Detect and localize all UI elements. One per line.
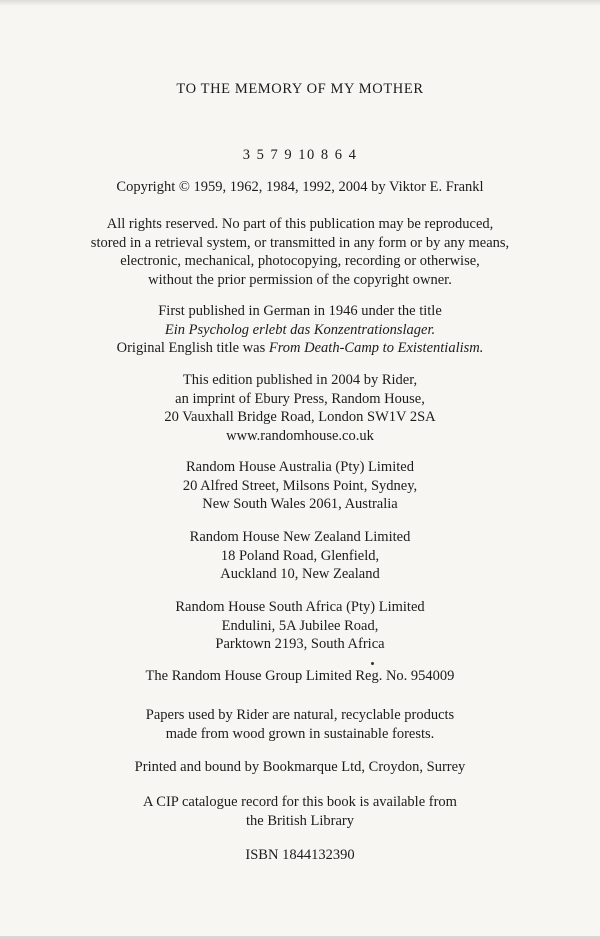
edition-line: 20 Vauxhall Bridge Road, London SW1V 2SA [164,409,436,425]
dedication [0,80,600,99]
rights-line: stored in a retrieval system, or transmitted in any form or by any means, [90,234,510,251]
random-house-south-africa-address [0,598,600,654]
edition-line: This edition published in 2004 by Rider, [182,372,418,388]
paper-notice [0,706,600,743]
registration-text: The Random House Group Limited Reg. No. 954009 [145,668,455,684]
english-title-line [0,339,600,358]
edition-publisher-address [0,371,600,445]
address-line: Auckland 10, New Zealand [220,566,380,582]
scan-speck [371,662,374,665]
copyright-notice [0,178,600,197]
printing-number-line [0,146,600,165]
address-line: Random House Australia (Pty) Limited [186,459,414,475]
dedication-text: TO THE MEMORY OF MY MOTHER [176,81,424,97]
address-line: Random House New Zealand Limited [189,529,411,545]
publisher-website: www.randomhouse.co.uk [226,427,374,444]
printer-notice [0,758,600,777]
edition-line: an imprint of Ebury Press, Random House, [175,390,425,407]
isbn [0,846,600,865]
english-title: From Death-Camp to Existentialism. [268,340,484,356]
cip-line: A CIP catalogue record for this book is available from [143,794,457,810]
paper-line: made from wood grown in sustainable forests. [165,725,435,742]
cip-line: the British Library [246,812,354,829]
rights-line: without the prior permission of the copyright owner. [148,271,452,288]
address-line: Parktown 2193, South Africa [215,636,385,652]
isbn-text: ISBN 1844132390 [245,847,355,863]
address-line: 20 Alfred Street, Milsons Point, Sydney, [182,477,418,494]
paper-line: Papers used by Rider are natural, recyclable products [145,707,455,723]
copyright-text: Copyright © 1959, 1962, 1984, 1992, 2004 by Viktor E. Frankl [116,179,484,195]
rights-line: electronic, mechanical, photocopying, recording or otherwise, [120,253,480,269]
random-house-australia-address [0,458,600,514]
rights-line: All rights reserved. No part of this publication may be reproduced, [106,216,494,232]
printer-text: Printed and bound by Bookmarque Ltd, Croydon, Surrey [134,759,466,775]
random-house-new-zealand-address [0,528,600,584]
address-line: 18 Poland Road, Glenfield, [220,547,380,564]
group-registration [0,667,600,686]
cip-record-notice [0,793,600,830]
first-published-line: First published in German in 1946 under the title [158,303,442,319]
first-published-paragraph [0,302,600,358]
printing-numbers: 3 5 7 9 10 8 6 4 [242,147,358,163]
address-line: Endulini, 5A Jubilee Road, [221,617,379,634]
address-line: Random House South Africa (Pty) Limited [175,599,425,615]
scan-edge-top [0,0,600,6]
german-title: Ein Psycholog erlebt das Konzentrationslager. [164,321,436,338]
rights-reserved-paragraph [0,215,600,289]
english-title-prefix: Original English title was [116,340,269,356]
address-line: New South Wales 2061, Australia [202,496,398,512]
